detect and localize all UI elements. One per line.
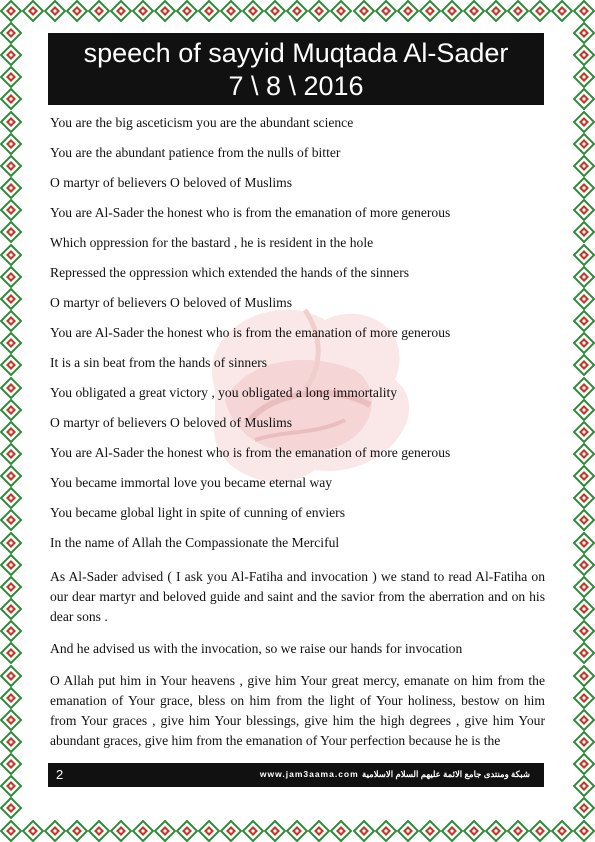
verse-line: O martyr of believers O beloved of Muslims <box>50 295 292 310</box>
border-ornament-icon <box>110 820 132 842</box>
verse-line: You are Al-Sader the honest who is from the emanation of more generous <box>50 445 451 460</box>
border-right <box>573 22 595 820</box>
border-ornament-icon <box>573 443 595 465</box>
title-banner <box>48 33 544 105</box>
border-ornament-icon <box>573 775 595 797</box>
border-ornament-icon <box>176 0 198 22</box>
footer-text: www.jam3aama.com شبكة ومنتدى جامع الائمة عليهم السلام الاسلامية <box>259 769 530 779</box>
border-ornament-icon <box>22 820 44 842</box>
border-ornament-icon <box>441 820 463 842</box>
border-ornament-icon <box>573 66 595 88</box>
border-ornament-icon <box>0 0 22 22</box>
border-ornament-icon <box>551 0 573 22</box>
verse-line: In the name of Allah the Compassionate the Merciful <box>50 535 340 550</box>
border-ornament-icon <box>264 0 286 22</box>
page-number: 2 <box>56 767 64 782</box>
border-ornament-icon <box>0 354 22 376</box>
border-ornament-icon <box>573 665 595 687</box>
border-ornament-icon <box>0 554 22 576</box>
border-ornament-icon <box>0 709 22 731</box>
border-ornament-icon <box>0 509 22 531</box>
border-ornament-icon <box>0 687 22 709</box>
border-ornament-icon <box>0 753 22 775</box>
border-ornament-icon <box>0 775 22 797</box>
border-ornament-icon <box>330 0 352 22</box>
border-ornament-icon <box>573 532 595 554</box>
border-ornament-icon <box>573 687 595 709</box>
border-ornament-icon <box>132 820 154 842</box>
border-ornament-icon <box>0 487 22 509</box>
border-ornament-icon <box>88 0 110 22</box>
border-left <box>0 22 22 820</box>
border-ornament-icon <box>0 797 22 819</box>
paragraph-invocation-intro: And he advised us with the invocation, so we raise our hands for invocation <box>50 641 463 656</box>
border-ornament-icon <box>308 0 330 22</box>
border-ornament-icon <box>0 665 22 687</box>
border-ornament-icon <box>573 576 595 598</box>
border-ornament-icon <box>573 620 595 642</box>
border-ornament-icon <box>0 66 22 88</box>
border-ornament-icon <box>573 465 595 487</box>
border-ornament-icon <box>44 820 66 842</box>
title-line-1: speech of sayyid Muqtada Al-Sader <box>83 38 509 68</box>
border-ornament-icon <box>0 642 22 664</box>
border-ornament-icon <box>573 709 595 731</box>
border-ornament-icon <box>573 820 595 842</box>
border-bottom <box>0 820 595 842</box>
border-ornament-icon <box>0 266 22 288</box>
border-ornament-icon <box>44 0 66 22</box>
border-ornament-icon <box>573 199 595 221</box>
border-ornament-icon <box>0 111 22 133</box>
border-ornament-icon <box>0 221 22 243</box>
border-ornament-icon <box>375 820 397 842</box>
border-ornament-icon <box>573 753 595 775</box>
border-ornament-icon <box>132 0 154 22</box>
border-ornament-icon <box>0 288 22 310</box>
border-ornament-icon <box>397 0 419 22</box>
verse-line: You are Al-Sader the honest who is from the emanation of more generous <box>50 325 451 340</box>
border-ornament-icon <box>573 288 595 310</box>
border-ornament-icon <box>573 266 595 288</box>
border-ornament-icon <box>286 820 308 842</box>
border-ornament-icon <box>573 0 595 22</box>
border-ornament-icon <box>0 465 22 487</box>
paragraph-fatiha: As Al-Sader advised ( I ask you Al-Fatiha and invocation ) we stand to read Al-Fatiha on our dear martyr and beloved guide and saint and the savior from the aberration and on his dear sons . <box>50 569 545 624</box>
border-ornament-icon <box>22 0 44 22</box>
border-ornament-icon <box>66 820 88 842</box>
border-ornament-icon <box>573 111 595 133</box>
border-ornament-icon <box>573 509 595 531</box>
border-ornament-icon <box>0 155 22 177</box>
border-ornament-icon <box>154 820 176 842</box>
border-ornament-icon <box>485 820 507 842</box>
border-ornament-icon <box>573 22 595 44</box>
border-ornament-icon <box>353 820 375 842</box>
border-ornament-icon <box>573 88 595 110</box>
verse-line: O martyr of believers O beloved of Muslims <box>50 415 292 430</box>
border-ornament-icon <box>220 820 242 842</box>
border-ornament-icon <box>0 443 22 465</box>
border-ornament-icon <box>573 310 595 332</box>
verse-line: You are the big asceticism you are the abundant science <box>50 115 354 130</box>
border-ornament-icon <box>154 0 176 22</box>
verse-line: You are the abundant patience from the nulls of bitter <box>50 145 341 160</box>
footer-bar <box>48 763 544 787</box>
border-ornament-icon <box>441 0 463 22</box>
speech-body <box>50 115 545 751</box>
border-ornament-icon <box>573 797 595 819</box>
border-ornament-icon <box>308 820 330 842</box>
border-ornament-icon <box>0 576 22 598</box>
border-ornament-icon <box>330 820 352 842</box>
border-ornament-icon <box>529 820 551 842</box>
paragraph-invocation: O Allah put him in Your heavens , give him Your great mercy, emanate on him from the emanation of Your grace, bless on him from the light of Your holiness, bestow on him from Your graces , give him Your blessings, give him the high degrees , give him Your abundant graces, give him from the emanation of Your perfection because he is the <box>50 673 545 748</box>
border-ornament-icon <box>573 487 595 509</box>
verse-line: You became immortal love you became eternal way <box>50 475 333 490</box>
border-ornament-icon <box>0 820 22 842</box>
border-ornament-icon <box>573 177 595 199</box>
border-ornament-icon <box>0 199 22 221</box>
border-ornament-icon <box>220 0 242 22</box>
border-ornament-icon <box>573 731 595 753</box>
border-ornament-icon <box>242 0 264 22</box>
border-ornament-icon <box>0 44 22 66</box>
border-ornament-icon <box>573 399 595 421</box>
border-ornament-icon <box>573 354 595 376</box>
border-ornament-icon <box>419 0 441 22</box>
border-ornament-icon <box>0 22 22 44</box>
border-ornament-icon <box>88 820 110 842</box>
border-ornament-icon <box>0 88 22 110</box>
verse-line: Which oppression for the bastard , he is resident in the hole <box>50 235 374 250</box>
border-ornament-icon <box>0 620 22 642</box>
verse-line: You became global light in spite of cunning of enviers <box>50 505 345 520</box>
border-ornament-icon <box>485 0 507 22</box>
border-ornament-icon <box>573 221 595 243</box>
border-top <box>0 0 595 22</box>
border-ornament-icon <box>573 155 595 177</box>
border-ornament-icon <box>573 244 595 266</box>
border-ornament-icon <box>419 820 441 842</box>
border-ornament-icon <box>242 820 264 842</box>
verse-line: You obligated a great victory , you obligated a long immortality <box>50 385 398 400</box>
border-ornament-icon <box>507 0 529 22</box>
border-ornament-icon <box>573 332 595 354</box>
verse-line: Repressed the oppression which extended the hands of the sinners <box>50 265 410 280</box>
border-ornament-icon <box>0 731 22 753</box>
title-line-2: 7 \ 8 \ 2016 <box>228 71 364 101</box>
verse-line: You are Al-Sader the honest who is from the emanation of more generous <box>50 205 451 220</box>
border-ornament-icon <box>529 0 551 22</box>
border-ornament-icon <box>0 421 22 443</box>
border-ornament-icon <box>551 820 573 842</box>
border-ornament-icon <box>0 244 22 266</box>
border-ornament-icon <box>397 820 419 842</box>
border-ornament-icon <box>264 820 286 842</box>
verse-line: O martyr of believers O beloved of Muslims <box>50 175 292 190</box>
border-ornament-icon <box>463 820 485 842</box>
border-ornament-icon <box>573 44 595 66</box>
border-ornament-icon <box>573 642 595 664</box>
border-ornament-icon <box>573 554 595 576</box>
border-ornament-icon <box>573 377 595 399</box>
border-ornament-icon <box>507 820 529 842</box>
verse-line: It is a sin beat from the hands of sinners <box>50 355 268 370</box>
border-ornament-icon <box>375 0 397 22</box>
border-ornament-icon <box>0 133 22 155</box>
border-ornament-icon <box>573 598 595 620</box>
border-ornament-icon <box>573 421 595 443</box>
border-ornament-icon <box>198 820 220 842</box>
border-ornament-icon <box>110 0 132 22</box>
border-ornament-icon <box>66 0 88 22</box>
border-ornament-icon <box>0 177 22 199</box>
border-ornament-icon <box>198 0 220 22</box>
border-ornament-icon <box>0 532 22 554</box>
border-ornament-icon <box>0 377 22 399</box>
border-ornament-icon <box>0 310 22 332</box>
border-ornament-icon <box>0 399 22 421</box>
border-ornament-icon <box>463 0 485 22</box>
border-ornament-icon <box>0 598 22 620</box>
border-ornament-icon <box>573 133 595 155</box>
border-ornament-icon <box>0 332 22 354</box>
border-ornament-icon <box>176 820 198 842</box>
border-ornament-icon <box>286 0 308 22</box>
border-ornament-icon <box>353 0 375 22</box>
